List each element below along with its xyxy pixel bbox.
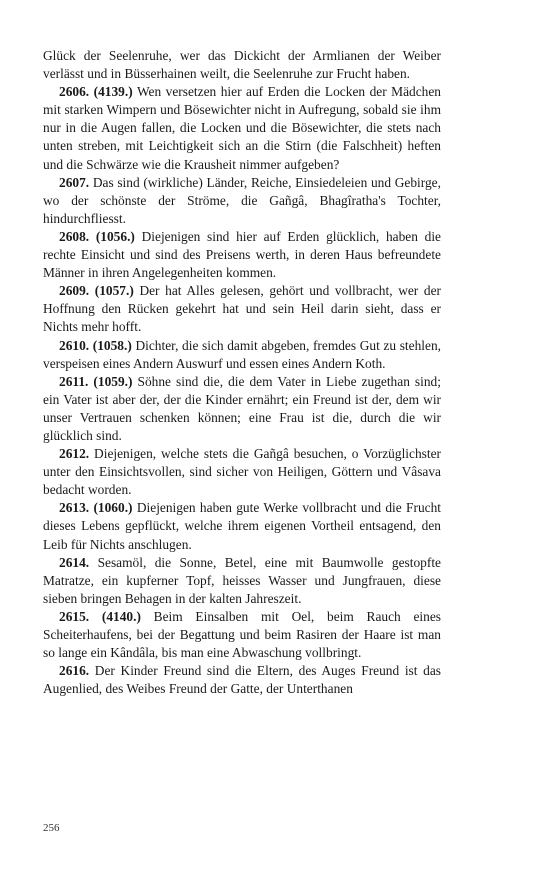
verse-2610 — [43, 337, 441, 373]
page-body — [43, 47, 441, 698]
verse-2612 — [43, 445, 441, 499]
verse-2616 — [43, 662, 441, 698]
verse-text: Der Kinder Freund sind die Eltern, des Auges Freund ist das Augenlied, des Weibes Freund der Gatte, der Unterthanen — [43, 663, 441, 697]
verse-number: 2606. (4139.) — [59, 84, 133, 100]
verse-text: Diejenigen haben gute Werke vollbracht und die Frucht dieses Lebens gepflückt, welche ihrem eigenen Vortheil entsagend, den Leib für Nichts anschlugen. — [43, 500, 441, 552]
verse-text: Diejenigen, welche stets die Gañgâ besuchen, o Vorzüglichster unter den Einsichtsvollen, sind sicher von Heiligen, Göttern und Vâsava bedacht worden. — [43, 446, 441, 498]
verse-2609 — [43, 282, 441, 336]
verse-number: 2608. (1056.) — [59, 228, 135, 244]
verse-number: 2614. — [59, 554, 90, 570]
verse-text: Sesamöl, die Sonne, Betel, eine mit Baumwolle gestopfte Matratze, ein kupferner Topf, heisses Wasser und Jungfrauen, diese sieben bringen Behagen in der kalten Jahreszeit. — [43, 554, 441, 606]
verse-number: 2610. (1058.) — [59, 337, 132, 353]
verse-2611 — [43, 373, 441, 445]
continuation-paragraph: Glück der Seelenruhe, wer das Dickicht der Armlianen der Weiber verlässt und in Büsserhainen weilt, die Seelenruhe zur Frucht haben. — [43, 48, 441, 82]
verse-2607 — [43, 174, 441, 228]
verse-number: 2607. — [59, 174, 90, 190]
verse-2614 — [43, 554, 441, 608]
verse-number: 2613. (1060.) — [59, 500, 133, 516]
verse-text: Wen versetzen hier auf Erden die Locken der Mädchen mit starken Wimpern und Bösewichter nicht in Aufregung, sobald sie ihm nur in die Augen fallen, die Locken und die Bösewichter, die stets nach unten streben, mit Leichtigkeit sich an die Stirn (die Falschheit) heften und die Schwärze wie die Krausheit nimmer aufgeben? — [43, 84, 442, 172]
verse-2606 — [43, 83, 441, 173]
verse-number: 2615. (4140.) — [59, 608, 141, 624]
verse-text: Diejenigen sind hier auf Erden glücklich, haben die rechte Einsicht und sind des Preisens werth, in deren Haus befreundete Männer in ihren Angelegenheiten kommen. — [43, 228, 442, 281]
verse-number: 2616. — [59, 663, 90, 679]
verse-text: Söhne sind die, die dem Vater in Liebe zugethan sind; ein Vater ist aber der, der die Kinder ernährt; ein Freund ist der, dem wir unser Vertrauen schenken können; eine Frau ist die, durch die wir glücklich sind. — [43, 373, 441, 443]
verse-number: 2611. (1059.) — [59, 373, 133, 389]
verse-number: 2612. — [59, 446, 90, 462]
page-number: 256 — [43, 822, 60, 834]
verse-text: Das sind (wirkliche) Länder, Reiche, Einsiedeleien und Gebirge, wo der schönste der Ströme, die Gañgâ, Bhagîratha's Tochter, hindurchfliesst. — [43, 174, 441, 226]
verse-2613 — [43, 499, 441, 553]
verse-text: Dichter, die sich damit abgeben, fremdes Gut zu stehlen, verspeisen eines Andern Auswurf und essen eines Andern Koth. — [43, 337, 441, 371]
verse-2608 — [43, 228, 441, 282]
verse-2615 — [43, 608, 441, 662]
verse-text: Beim Einsalben mit Oel, beim Rauch eines Scheiterhaufens, bei der Begattung und beim Rasiren der Haare ist man so lange ein Kândâla, bis man eine Abwaschung vollbringt. — [43, 608, 441, 661]
verse-number: 2609. (1057.) — [59, 283, 134, 299]
verse-text: Der hat Alles gelesen, gehört und vollbracht, wer der Hoffnung den Rücken gekehrt hat und sein Heil darin sieht, dass er Nichts mehr hofft. — [43, 283, 441, 335]
